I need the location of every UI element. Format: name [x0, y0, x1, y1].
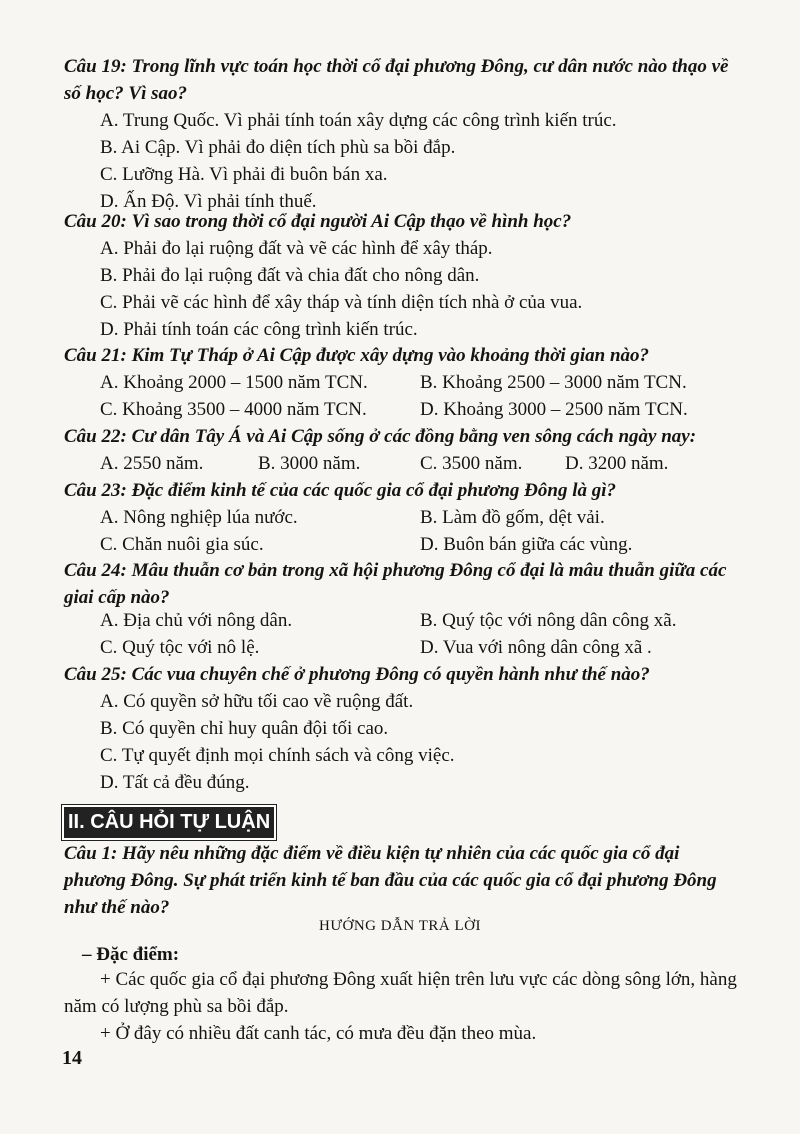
feature-point-1: + Các quốc gia cổ đại phương Đông xuất hiện trên lưu vực các dòng sông lớn, hàng năm có lượng phù sa bồi đắp.: [64, 969, 737, 1017]
section-header-essay: II. CÂU HỎI TỰ LUẬN: [62, 805, 276, 840]
q23-option-d: D. Buôn bán giữa các vùng.: [420, 534, 633, 555]
q23-option-a: A. Nông nghiệp lúa nước.: [100, 507, 298, 528]
q19-option-d: D. Ấn Độ. Vì phải tính thuế.: [100, 191, 317, 212]
q22-option-b: B. 3000 năm.: [258, 453, 361, 474]
q20-option-c: C. Phải vẽ các hình để xây tháp và tính diện tích nhà ở của vua.: [100, 292, 583, 313]
q22-option-a: A. 2550 năm.: [100, 453, 204, 474]
question-19: Câu 19: Trong lĩnh vực toán học thời cổ đại phương Đông, cư dân nước nào thạo về số học? Vì sao?: [64, 56, 729, 104]
q25-option-c: C. Tự quyết định mọi chính sách và công việc.: [100, 745, 455, 766]
question-20: Câu 20: Vì sao trong thời cổ đại người Ai Cập thạo về hình học?: [64, 211, 572, 232]
q25-option-a: A. Có quyền sở hữu tối cao về ruộng đất.: [100, 691, 414, 712]
q21-option-d: D. Khoảng 3000 – 2500 năm TCN.: [420, 399, 688, 420]
question-24: Câu 24: Mâu thuẫn cơ bản trong xã hội phương Đông cổ đại là mâu thuẫn giữa các giai cấp nào?: [64, 560, 727, 608]
q20-option-a: A. Phải đo lại ruộng đất và vẽ các hình để xây tháp.: [100, 238, 493, 259]
q24-option-d: D. Vua với nông dân công xã .: [420, 637, 652, 658]
q24-option-a: A. Địa chủ với nông dân.: [100, 610, 293, 631]
features-label: – Đặc điểm:: [82, 944, 180, 965]
q21-option-a: A. Khoảng 2000 – 1500 năm TCN.: [100, 372, 368, 393]
q19-option-c: C. Lưỡng Hà. Vì phải đi buôn bán xa.: [100, 164, 388, 185]
q22-option-c: C. 3500 năm.: [420, 453, 523, 474]
q19-option-b: B. Ai Cập. Vì phải đo diện tích phù sa bồi đắp.: [100, 137, 456, 158]
q22-option-d: D. 3200 năm.: [565, 453, 669, 474]
q24-option-b: B. Quý tộc với nông dân công xã.: [420, 610, 677, 631]
q25-option-d: D. Tất cả đều đúng.: [100, 772, 250, 793]
feature-point-2: + Ở đây có nhiều đất canh tác, có mưa đều đặn theo mùa.: [100, 1023, 537, 1044]
q20-option-d: D. Phải tính toán các công trình kiến trúc.: [100, 319, 418, 340]
q23-option-c: C. Chăn nuôi gia súc.: [100, 534, 264, 555]
q25-option-b: B. Có quyền chỉ huy quân đội tối cao.: [100, 718, 389, 739]
question-23: Câu 23: Đặc điểm kinh tế của các quốc gia cổ đại phương Đông là gì?: [64, 480, 617, 501]
q23-option-b: B. Làm đồ gốm, dệt vải.: [420, 507, 605, 528]
q20-option-b: B. Phải đo lại ruộng đất và chia đất cho nông dân.: [100, 265, 480, 286]
essay-question-1: Câu 1: Hãy nêu những đặc điểm về điều kiện tự nhiên của các quốc gia cổ đại phương Đông. Sự phát triển kinh tế ban đầu của các quốc gia cổ đại phương Đông như thế nào?: [64, 843, 717, 918]
question-25: Câu 25: Các vua chuyên chế ở phương Đông có quyền hành như thế nào?: [64, 664, 650, 685]
question-22: Câu 22: Cư dân Tây Á và Ai Cập sống ở các đồng bằng ven sông cách ngày nay:: [64, 426, 697, 447]
question-21: Câu 21: Kim Tự Tháp ở Ai Cập được xây dựng vào khoảng thời gian nào?: [64, 345, 650, 366]
q21-option-b: B. Khoảng 2500 – 3000 năm TCN.: [420, 372, 687, 393]
q24-option-c: C. Quý tộc với nô lệ.: [100, 637, 260, 658]
q21-option-c: C. Khoảng 3500 – 4000 năm TCN.: [100, 399, 367, 420]
q19-option-a: A. Trung Quốc. Vì phải tính toán xây dựng các công trình kiến trúc.: [100, 110, 617, 131]
page-number: 14: [62, 1047, 82, 1069]
answer-guide-title: HƯỚNG DẪN TRẢ LỜI: [319, 918, 481, 934]
